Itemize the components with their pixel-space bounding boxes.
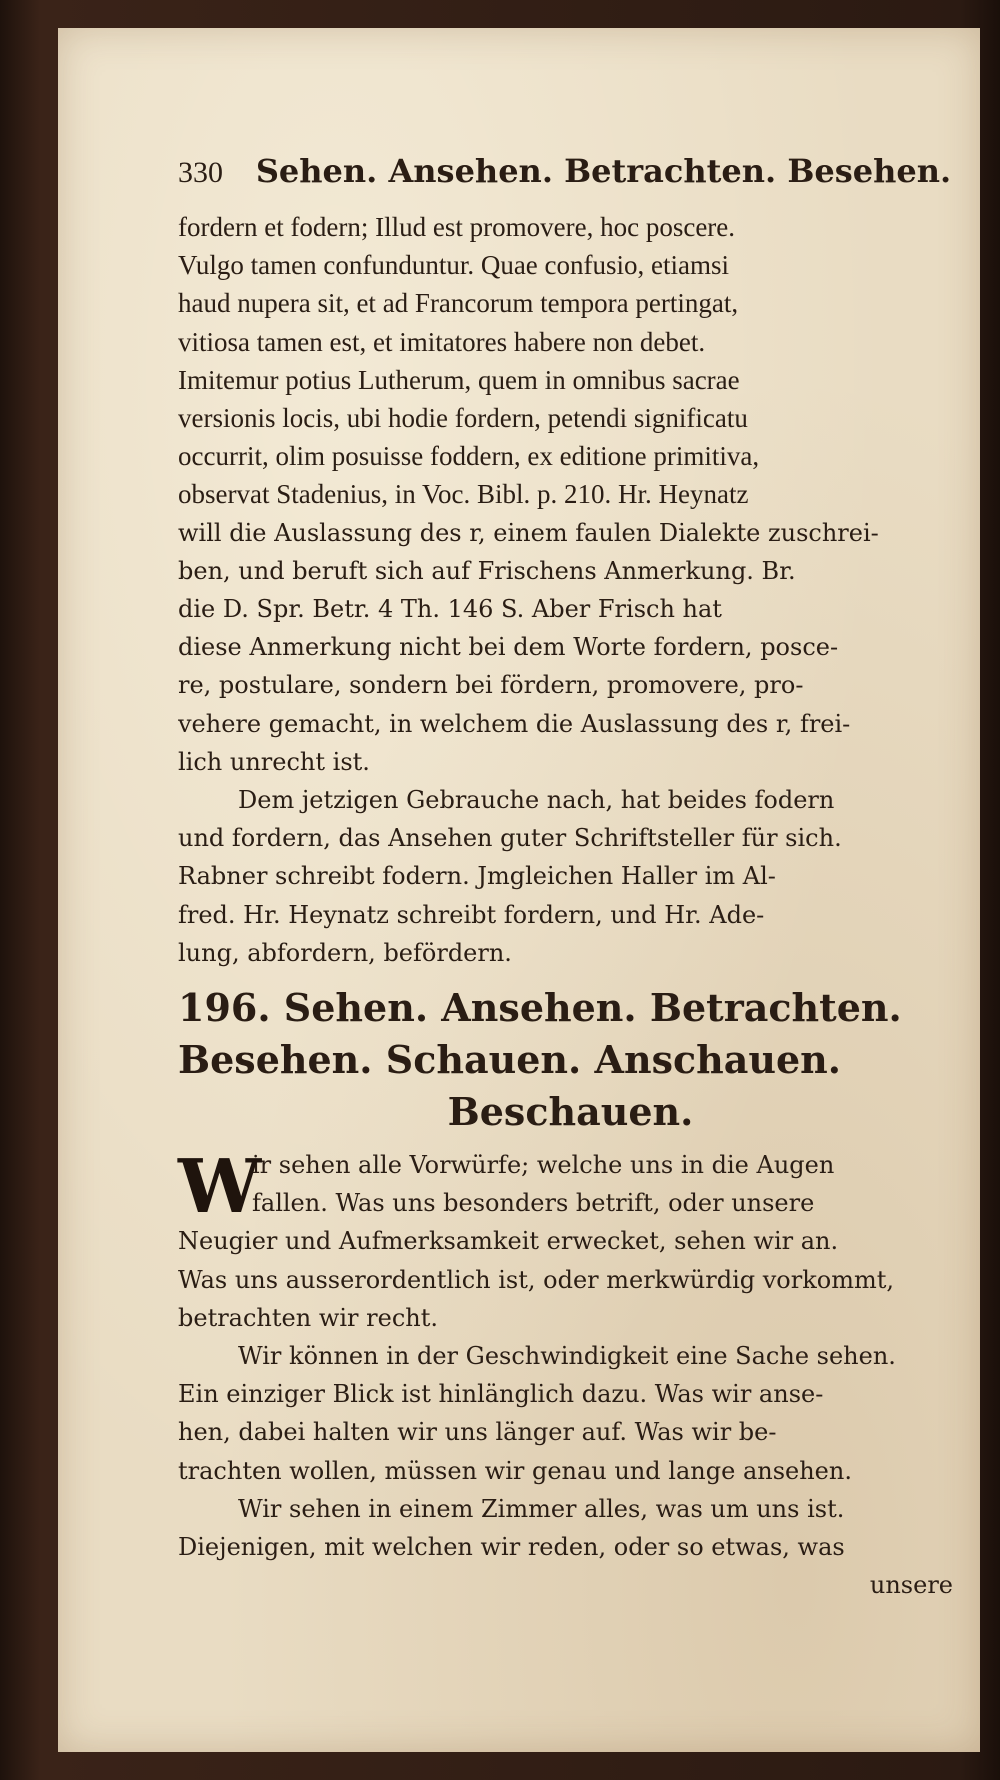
text-line: fordern et fodern; Illud est promovere, hoc poscere. bbox=[178, 212, 736, 242]
section-title-line bbox=[178, 982, 963, 1034]
paragraph-usage bbox=[178, 781, 963, 972]
text-line: Vulgo tamen confunduntur. Quae confusio, etiamsi bbox=[178, 250, 730, 281]
text-line: Was uns ausserordentlich ist, oder merkwürdig vorkommt, bbox=[178, 1265, 894, 1294]
running-title: Sehen. Ansehen. Betrachten. Besehen. bbox=[255, 152, 952, 190]
text-line: lich unrecht ist. bbox=[178, 747, 370, 776]
section-title-line: Beschauen. bbox=[447, 1089, 694, 1135]
text-line: die D. Spr. Betr. 4 Th. 146 S. Aber Frisch hat bbox=[178, 595, 722, 624]
text-line: Ein einziger Blick ist hinlänglich dazu. Was wir anse- bbox=[178, 1380, 824, 1409]
paragraph-room bbox=[178, 1490, 963, 1605]
text-line: re, postulare, sondern bei fördern, promovere, pro- bbox=[178, 671, 804, 700]
page-content bbox=[178, 148, 963, 1605]
running-head bbox=[178, 148, 963, 196]
text-line: diese Anmerkung nicht bei dem Worte fordern, posce- bbox=[178, 633, 839, 662]
text-line: will die Auslassung des r, einem faulen Dialekte zuschrei- bbox=[178, 518, 879, 547]
text-line: Dem jetzigen Gebrauche nach, hat beides fodern bbox=[238, 786, 835, 815]
text-line: ir sehen alle Vorwürfe; welche uns in die Augen bbox=[252, 1151, 835, 1180]
paragraph-latin bbox=[178, 208, 963, 514]
section-heading bbox=[178, 982, 963, 1138]
text-line: vehere gemacht, in welchem die Auslassung des r, frei- bbox=[178, 709, 851, 738]
text-line: observat Stadenius, in Voc. Bibl. p. 210. Hr. Heynatz bbox=[178, 479, 749, 510]
text-line: fallen. Was uns besonders betrift, oder unsere bbox=[252, 1189, 815, 1218]
text-line: trachten wollen, müssen wir genau und lange ansehen. bbox=[178, 1456, 852, 1485]
text-line: Imitemur potius Lutherum, quem in omnibus sacrae bbox=[178, 364, 740, 395]
text-line: versionis locis, ubi hodie fordern, petendi significatu bbox=[178, 403, 748, 434]
text-line: haud nupera sit, et ad Francorum tempora pertingat, bbox=[178, 288, 739, 319]
page-number: 330 bbox=[178, 156, 223, 189]
text-line: vitiosa tamen est, et imitatores habere non debet. bbox=[178, 326, 706, 357]
section-number: 196. bbox=[178, 985, 271, 1031]
text-line: fred. Hr. Heynatz schreibt fordern, und Hr. Ade- bbox=[178, 900, 765, 929]
paragraph-with-initial bbox=[178, 1146, 963, 1337]
text-line: Wir sehen in einem Zimmer alles, was um uns ist. bbox=[238, 1494, 845, 1523]
text-line: Wir können in der Geschwindigkeit eine Sache sehen. bbox=[238, 1342, 896, 1371]
text-line: Diejenigen, mit welchen wir reden, oder so etwas, was bbox=[178, 1533, 845, 1562]
section-title-line: Besehen. Schauen. Anschauen. bbox=[178, 1037, 842, 1083]
text-line: lung, abfordern, befördern. bbox=[178, 938, 512, 967]
text-line: ben, und beruft sich auf Frischens Anmerkung. Br. bbox=[178, 556, 796, 585]
catchword: unsere bbox=[869, 1571, 953, 1600]
text-line: und fordern, das Ansehen guter Schriftsteller für sich. bbox=[178, 824, 842, 853]
text-line: Neugier und Aufmerksamkeit erwecket, sehen wir an. bbox=[178, 1227, 839, 1256]
text-line: betrachten wir recht. bbox=[178, 1303, 438, 1332]
text-line: hen, dabei halten wir uns länger auf. Was wir be- bbox=[178, 1418, 777, 1447]
paragraph-definition bbox=[178, 1146, 963, 1337]
paragraph-comparison bbox=[178, 1337, 963, 1490]
section-title: Sehen. Ansehen. Betrachten. bbox=[283, 985, 902, 1031]
paragraph-german-continuation bbox=[178, 514, 963, 781]
text-line: Rabner schreibt fodern. Jmgleichen Haller im Al- bbox=[178, 862, 776, 891]
text-line: occurrit, olim posuisse foddern, ex editione primitiva, bbox=[178, 441, 760, 472]
drop-cap: W bbox=[178, 1144, 262, 1231]
